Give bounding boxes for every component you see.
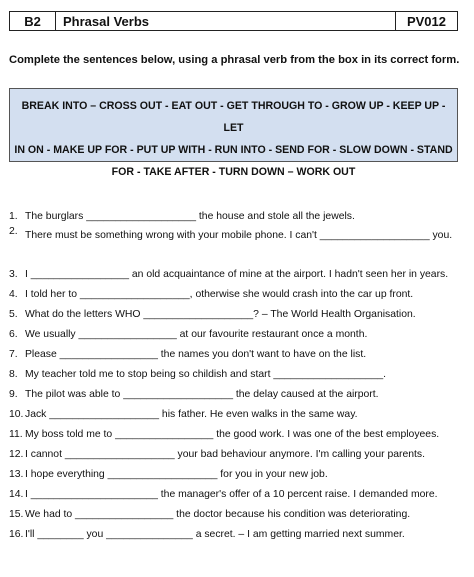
exercise-sentence: I hope everything ___________________ for you in your new job.	[25, 468, 328, 480]
exercise-item	[9, 344, 469, 364]
exercise-item	[9, 364, 469, 384]
exercise-number: 9.	[9, 388, 18, 400]
exercise-item	[9, 524, 469, 544]
exercise-sentence: I'll ________ you _______________ a secret. – I am getting married next summer.	[25, 528, 405, 540]
exercise-sentence: I cannot ___________________ your bad behaviour anymore. I'm calling your parents.	[25, 448, 425, 460]
exercise-item	[9, 304, 469, 324]
exercise-number: 11.	[9, 428, 23, 440]
exercise-number: 13.	[9, 468, 24, 480]
exercise-number: 3.	[9, 268, 18, 280]
exercise-item	[9, 284, 469, 304]
verb-box-line: BREAK INTO – CROSS OUT - EAT OUT - GET THROUGH TO - GROW UP - KEEP UP - LET	[21, 100, 446, 134]
worksheet-title: Phrasal Verbs	[63, 13, 149, 29]
exercise-number: 14.	[9, 488, 24, 500]
instruction-text: Complete the sentences below, using a phrasal verb from the box in its correct form.	[9, 54, 460, 66]
exercise-sentence: Please _________________ the names you don't want to have on the list.	[25, 348, 367, 360]
exercise-sentence: I _________________ an old acquaintance of mine at the airport. I hadn't seen her in years.	[25, 268, 449, 280]
exercise-number: 5.	[9, 308, 18, 320]
exercise-item	[9, 404, 469, 424]
exercise-item	[9, 226, 469, 264]
exercise-number: 7.	[9, 348, 18, 360]
verb-box-line: FOR - TAKE AFTER - TURN DOWN – WORK OUT	[111, 166, 356, 178]
exercise-item	[9, 206, 469, 226]
verb-box-line: IN ON - MAKE UP FOR - PUT UP WITH - RUN INTO - SEND FOR - SLOW DOWN - STAND	[14, 144, 453, 156]
exercise-item	[9, 264, 469, 284]
exercise-sentence: My boss told me to _________________ the good work. I was one of the best employees.	[25, 428, 440, 440]
exercise-item	[9, 484, 469, 504]
exercise-sentence: We usually _________________ at our favourite restaurant once a month.	[25, 328, 368, 340]
exercise-list	[9, 206, 469, 544]
exercise-sentence: My teacher told me to stop being so childish and start ___________________.	[25, 368, 387, 380]
exercise-sentence: Jack ___________________ his father. He even walks in the same way.	[25, 408, 358, 420]
worksheet-header	[9, 11, 458, 31]
exercise-number: 12.	[9, 448, 24, 460]
exercise-number: 16.	[9, 528, 24, 540]
exercise-item	[9, 324, 469, 344]
exercise-number: 2.	[9, 226, 18, 237]
exercise-sentence: I ______________________ the manager's offer of a 10 percent raise. I demanded more.	[25, 488, 438, 500]
exercise-item	[9, 444, 469, 464]
exercise-sentence: I told her to ___________________, otherwise she would crash into the car up front.	[25, 288, 414, 300]
level-label: B2	[10, 12, 56, 30]
exercise-sentence: The pilot was able to ___________________ the delay caused at the airport.	[25, 388, 379, 400]
exercise-item	[9, 424, 469, 444]
phrasal-verb-box	[9, 88, 458, 178]
exercise-sentence: The burglars ___________________ the house and stole all the jewels.	[25, 210, 355, 222]
exercise-sentence: What do the letters WHO ___________________? – The World Health Organisation.	[25, 308, 416, 320]
exercise-number: 1.	[9, 210, 18, 222]
exercise-item	[9, 384, 469, 404]
exercise-number: 8.	[9, 368, 18, 380]
worksheet-code: PV012	[395, 12, 457, 30]
exercise-number: 6.	[9, 328, 18, 340]
exercise-number: 4.	[9, 288, 18, 300]
exercise-item	[9, 464, 469, 484]
exercise-sentence: We had to _________________ the doctor because his condition was deteriorating.	[25, 508, 411, 520]
exercise-number: 15.	[9, 508, 24, 520]
exercise-item	[9, 504, 469, 524]
exercise-number: 10.	[9, 408, 24, 420]
exercise-sentence: There must be something wrong with your mobile phone. I can't ___________________ you.	[25, 230, 453, 241]
